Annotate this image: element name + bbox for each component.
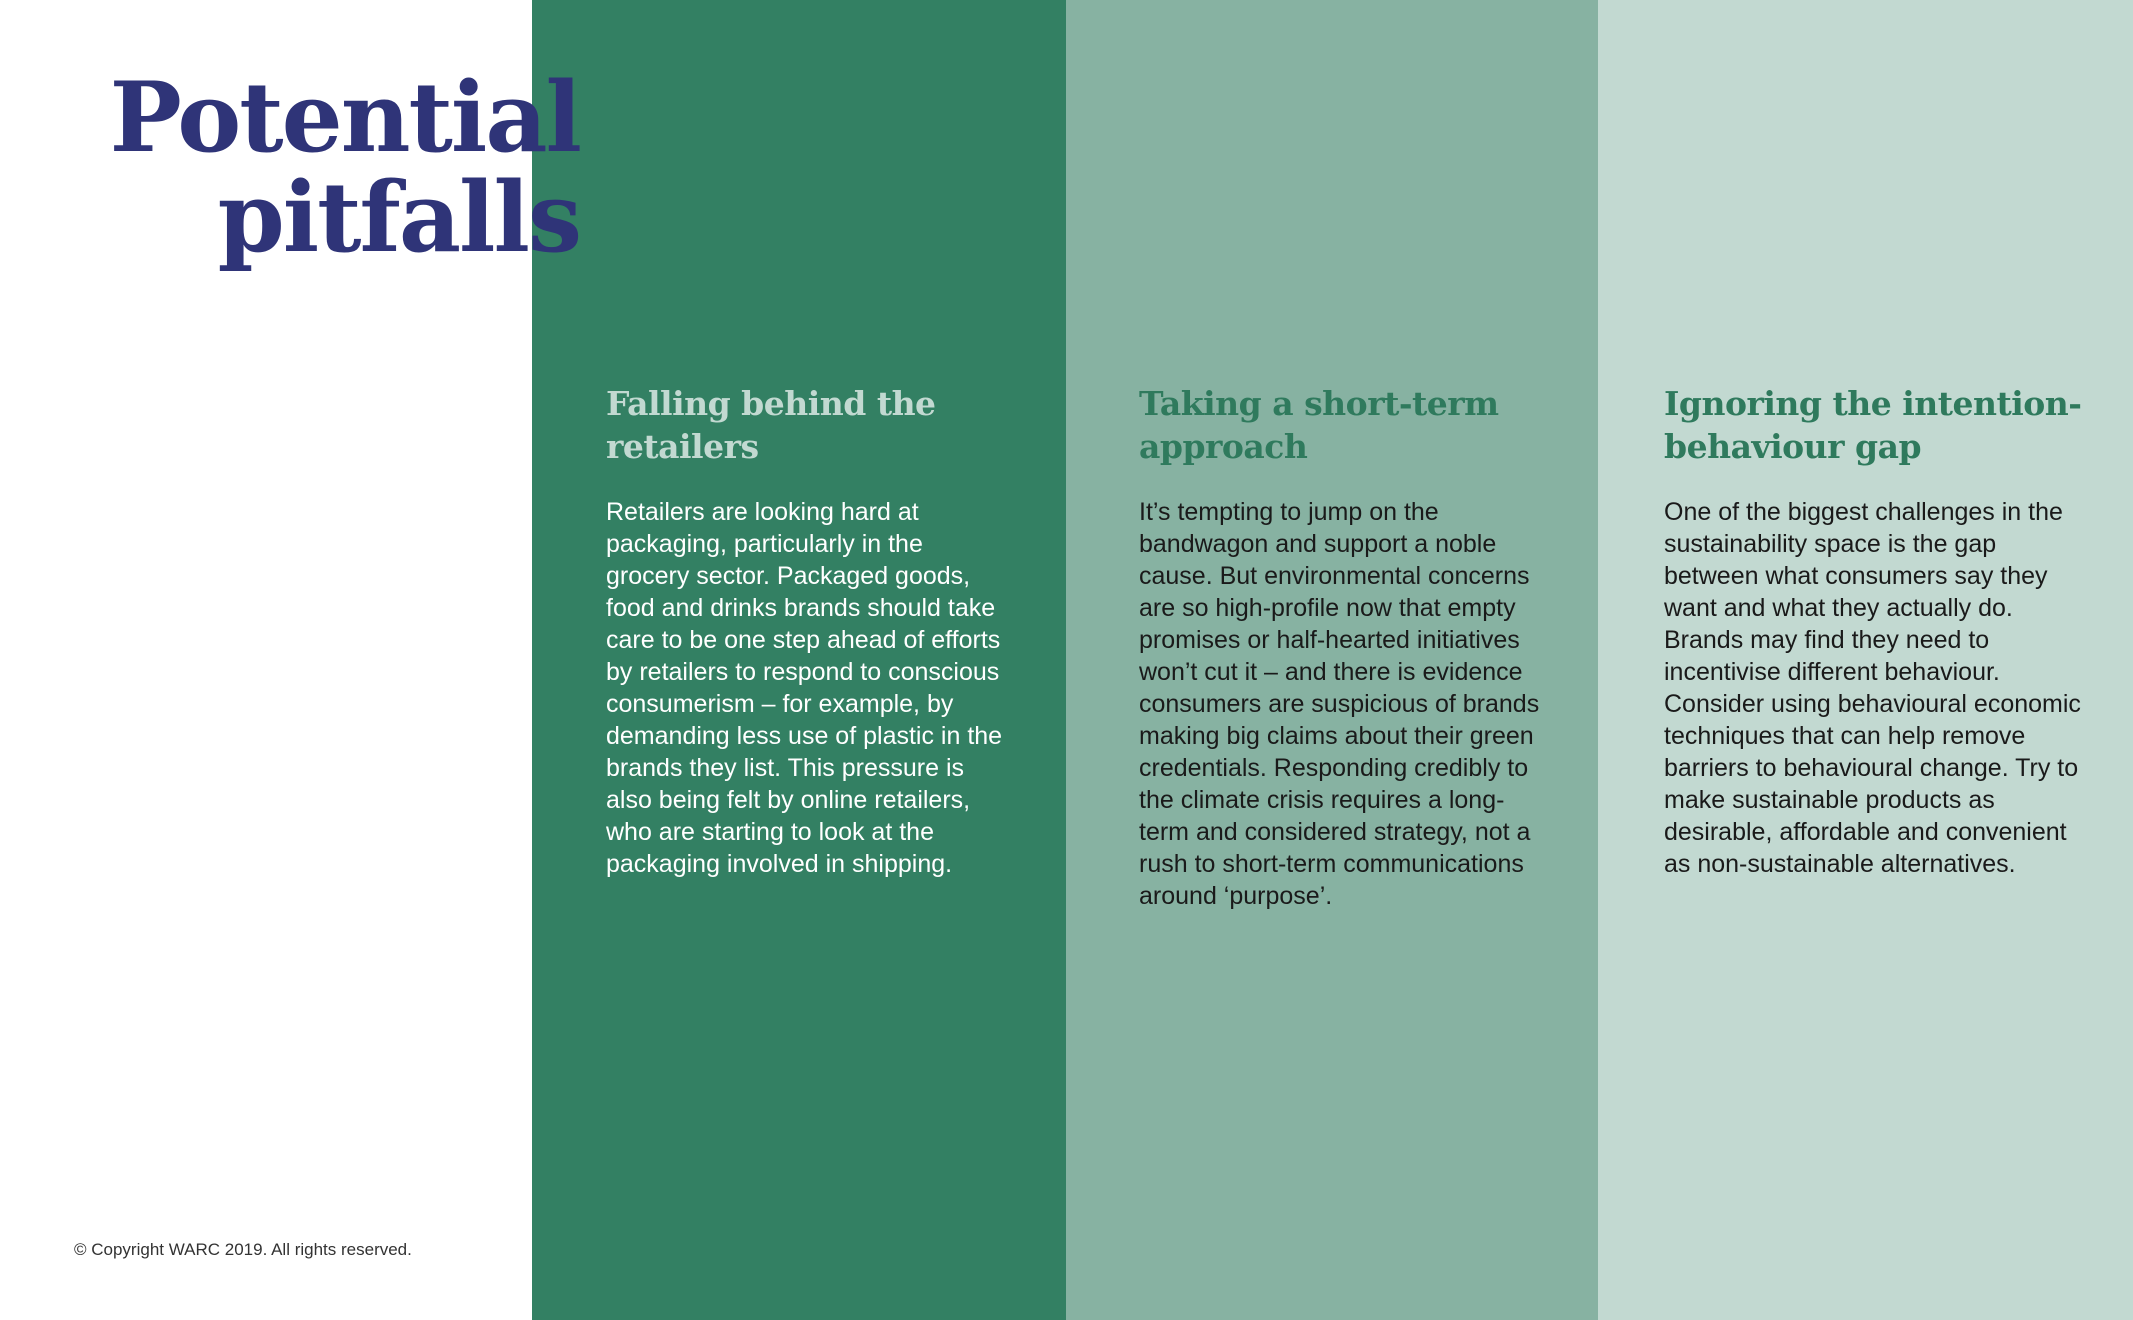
- page-title: Potential pitfalls: [109, 61, 580, 274]
- column-heading-short-term: Taking a short-term approach: [1139, 384, 1499, 466]
- column-heading-intention-gap: Ignoring the intention-behaviour gap: [1664, 384, 2082, 466]
- column-body-falling-behind: Retailers are looking hard at packaging, particularly in the grocery sector. Packaged goods, food and drinks brands should take care to be one step ahead of efforts by retailers to respond to conscious consumerism – for example, by demanding less use of plastic in the brands they list. This pressure is also being felt by online retailers, who are starting to look at the packaging involved in shipping.: [606, 498, 1003, 878]
- column-heading-falling-behind: Falling behind the retailers: [606, 384, 936, 466]
- column-body-intention-gap: One of the biggest challenges in the sustainability space is the gap between what consumers say they want and what they actually do. Brands may find they need to incentivise different behaviour. Consider using behavioural economic techniques that can help remove barriers to behavioural change. Try to make sustainable products as desirable, affordable and convenient as non-sustainable alternatives.: [1664, 498, 2081, 878]
- column-body-short-term: It’s tempting to jump on the bandwagon and support a noble cause. But environmental concerns are so high-profile now that empty promises or half-hearted initiatives won’t cut it – and there is evidence consumers are suspicious of brands making big claims about their green credentials. Responding credibly to the climate crisis requires a long-term and considered strategy, not a rush to short-term communications around ‘purpose’.: [1139, 498, 1540, 910]
- copyright-notice: © Copyright WARC 2019. All rights reserved.: [74, 1240, 412, 1259]
